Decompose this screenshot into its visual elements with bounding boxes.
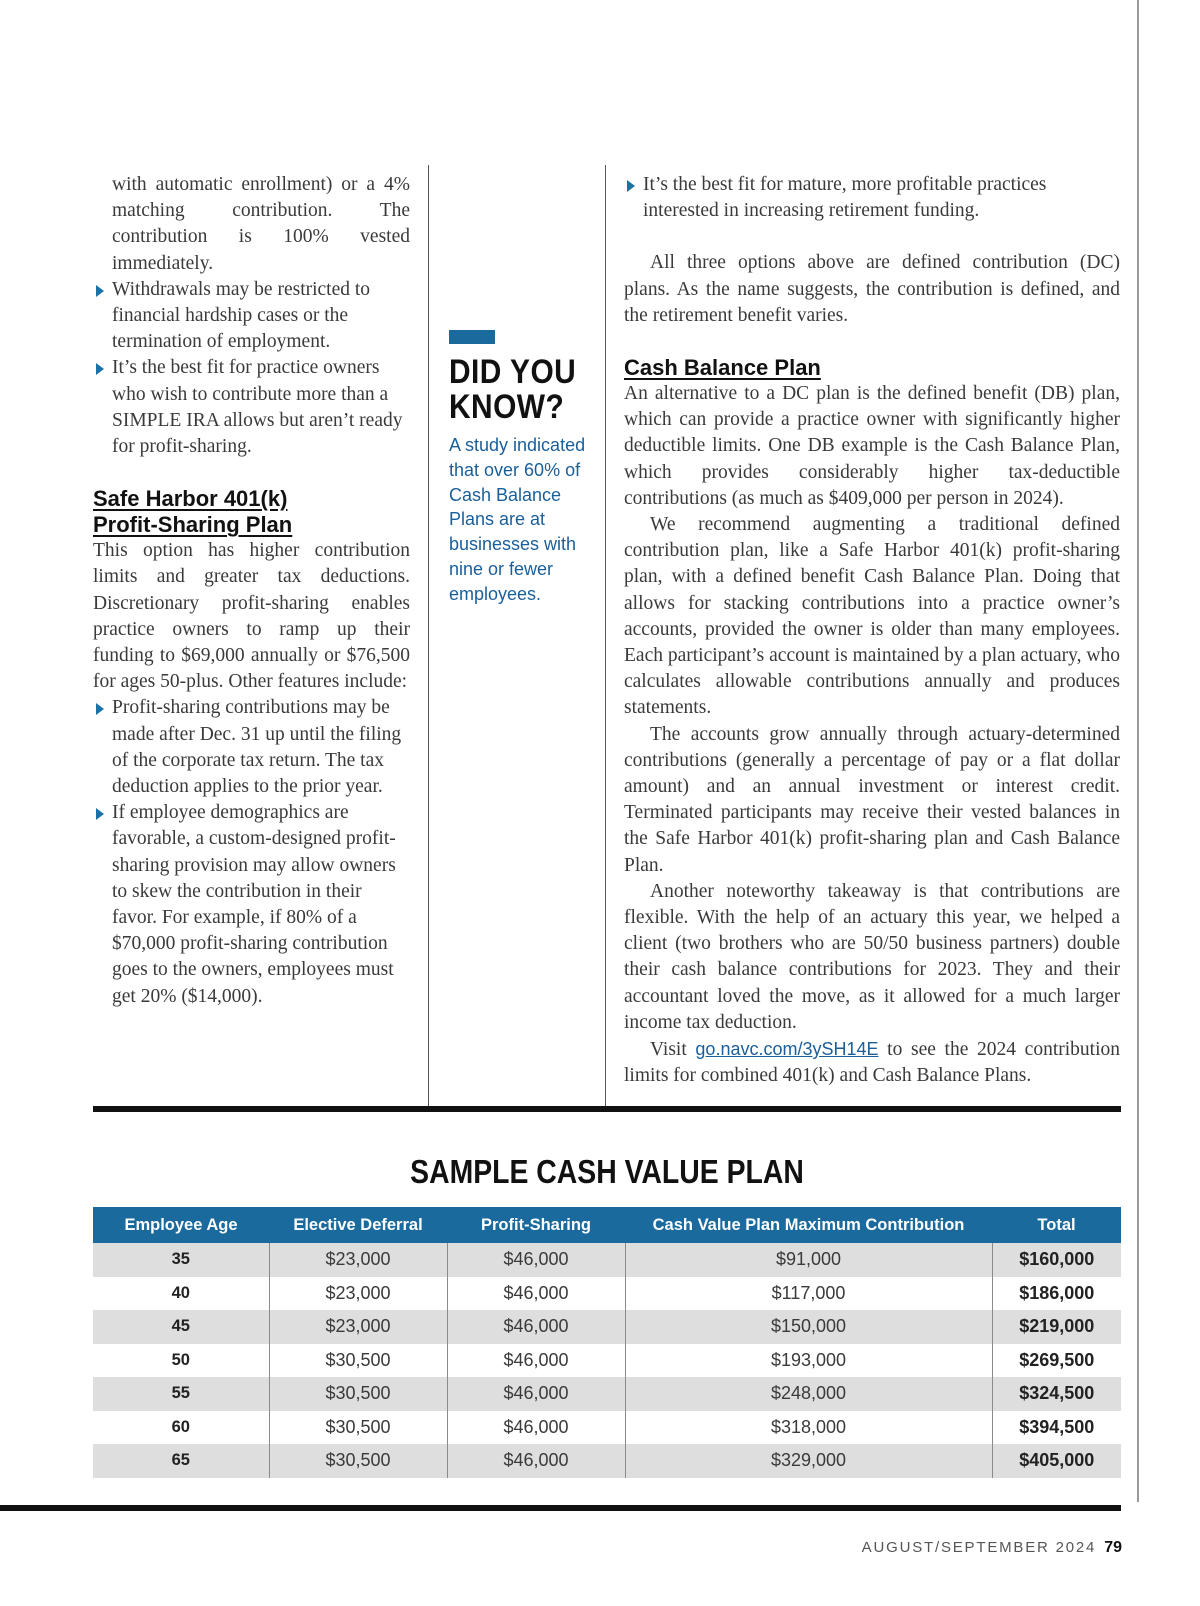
header-cash-value-max: Cash Value Plan Maximum Contribution — [625, 1207, 992, 1243]
dc-paragraph: All three options above are defined contribution (DC) plans. As the name suggests, the contribution is defined, and the retirement benefit varies. — [624, 252, 1120, 326]
cash-value-table — [93, 1207, 1121, 1478]
visit-text: Visit — [650, 1039, 696, 1061]
page-footer — [862, 1539, 1122, 1557]
table-top-rule — [93, 1106, 1121, 1112]
cash-value-cell: $318,000 — [625, 1411, 992, 1445]
issue-date: AUGUST/SEPTEMBER 2024 — [861, 1539, 1097, 1556]
deferral-cell: $23,000 — [269, 1310, 447, 1344]
table-bottom-rule — [0, 1505, 1121, 1511]
age-cell: 60 — [171, 1417, 190, 1436]
cash-value-cell: $117,000 — [625, 1277, 992, 1311]
table-row — [93, 1377, 1121, 1411]
profit-sharing-cell: $46,000 — [447, 1444, 625, 1478]
sidebar-title: DID YOU KNOW? — [449, 353, 577, 426]
profit-sharing-cell: $46,000 — [447, 1344, 625, 1378]
sidebar-text: A study indicated that over 60% of Cash Balance Plans are at businesses with nine or fewer employees. — [449, 435, 586, 604]
age-cell: 65 — [93, 1444, 269, 1478]
total-cell: $405,000 — [992, 1444, 1121, 1478]
cash-value-cell: $91,000 — [625, 1243, 992, 1277]
table-row — [93, 1310, 1121, 1344]
table-header-row — [93, 1207, 1121, 1243]
left-column — [93, 172, 410, 1010]
cash-balance-heading: Cash Balance Plan — [624, 355, 821, 381]
deferral-cell: $23,000 — [269, 1243, 447, 1277]
sidebar-accent-bar — [449, 330, 495, 344]
total-cell: $269,500 — [992, 1344, 1121, 1378]
deferral-cell: $23,000 — [269, 1277, 447, 1311]
safe-harbor-intro: This option has higher contribution limits and greater tax deductions. Discretionary profit-sharing enables practice owners to ramp up their funding to $69,000 annually or $76,500 for ages 50-plus. Other features include: — [93, 540, 410, 693]
safe-harbor-heading-line2: Profit-Sharing Plan — [93, 512, 293, 538]
bullet-best-fit-owners: It’s the best fit for practice owners who wish to contribute more than a SIMPLE IRA allows but aren’t ready for profit-sharing. — [93, 355, 410, 460]
total-cell: $160,000 — [992, 1243, 1121, 1277]
age-cell: 45 — [93, 1310, 269, 1344]
profit-sharing-cell: $46,000 — [447, 1411, 625, 1445]
table-row — [93, 1444, 1121, 1478]
cash-balance-p3: The accounts grow annually through actuary-determined contributions (generally a percentage of pay or a flat dollar amount) and an annual investment or interest credit. Terminated participants may receive their vested balances in the Safe Harbor 401(k) profit-sharing plan and Cash Balance Plan. — [624, 723, 1120, 876]
cash-value-cell: $248,000 — [625, 1377, 992, 1411]
table-row — [93, 1277, 1121, 1311]
profit-sharing-cell: $46,000 — [447, 1277, 625, 1311]
page-number: 79 — [1104, 1539, 1122, 1556]
age-cell: 50 — [171, 1350, 190, 1369]
cash-balance-p5 — [624, 1036, 1120, 1089]
column-divider-right — [605, 165, 606, 1110]
deferral-cell: $30,500 — [269, 1377, 447, 1411]
cash-balance-p2: We recommend augmenting a traditional defined contribution plan, like a Safe Harbor 401(k) profit-sharing plan, with a defined benefit Cash Balance Plan. Doing that allows for stacking contributions into a practice owner’s accounts, provided the owner is older than many employees. Each participant’s account is maintained by a plan actuary, who calculates allowable contributions annually and produces statements. — [624, 514, 1120, 719]
age-cell: 55 — [93, 1377, 269, 1411]
safe-harbor-heading-line1: Safe Harbor 401(k) — [93, 486, 288, 512]
cash-value-cell: $329,000 — [625, 1444, 992, 1478]
table-row — [93, 1411, 1121, 1445]
table-row — [93, 1243, 1121, 1277]
table-row — [93, 1344, 1121, 1378]
total-cell: $186,000 — [992, 1277, 1121, 1311]
deferral-cell: $30,500 — [269, 1411, 447, 1445]
limits-text: to see the 2024 contribution limits for combined 401(k) and Cash Balance Plans. — [624, 1039, 1120, 1087]
total-cell: $394,500 — [992, 1411, 1121, 1445]
navc-link[interactable]: go.navc.com/3ySH14E — [695, 1039, 879, 1060]
page-edge-rule — [1137, 0, 1139, 1502]
cash-value-cell: $193,000 — [625, 1344, 992, 1378]
header-elective-deferral: Elective Deferral — [269, 1207, 447, 1243]
total-cell: $324,500 — [992, 1377, 1121, 1411]
table-title: SAMPLE CASH VALUE PLAN — [410, 1153, 804, 1190]
bullet-mature-practices: It’s the best fit for mature, more profitable practices interested in increasing retirement funding. — [624, 172, 1120, 224]
bullet-withdrawals: Withdrawals may be restricted to financial hardship cases or the termination of employment. — [93, 277, 410, 356]
total-cell: $219,000 — [992, 1310, 1121, 1344]
deferral-cell: $30,500 — [269, 1344, 447, 1378]
age-cell: 40 — [171, 1283, 190, 1302]
cash-value-cell: $150,000 — [625, 1310, 992, 1344]
cash-balance-p1: An alternative to a DC plan is the defined benefit (DB) plan, which can provide a practice owner with significantly higher deductible limits. One DB example is the Cash Balance Plan, which provides considerably higher tax-deductible contributions (as much as $409,000 per person in 2024). — [624, 383, 1120, 509]
age-cell: 35 — [93, 1243, 269, 1277]
header-profit-sharing: Profit-Sharing — [447, 1207, 625, 1243]
profit-sharing-cell: $46,000 — [447, 1243, 625, 1277]
deferral-cell: $30,500 — [269, 1444, 447, 1478]
profit-sharing-cell: $46,000 — [447, 1377, 625, 1411]
header-employee-age: Employee Age — [93, 1207, 269, 1243]
bullet-employee-demographics: If employee demographics are favorable, a custom-designed profit-sharing provision may allow owners to skew the contribution in their favor. For example, if 80% of a $70,000 profit-sharing contribution goes to the owners, employees must get 20% ($14,000). — [93, 800, 410, 1010]
profit-sharing-cell: $46,000 — [447, 1310, 625, 1344]
header-total: Total — [992, 1207, 1121, 1243]
continued-text: with automatic enrollment) or a 4% matching contribution. The contribution is 100% vested immediately. — [112, 174, 410, 274]
right-column — [624, 172, 1120, 1090]
bullet-profit-sharing-timing: Profit-sharing contributions may be made after Dec. 31 up until the filing of the corporate tax return. The tax deduction applies to the prior year. — [93, 695, 410, 800]
column-divider-left — [428, 165, 429, 1110]
cash-balance-p4: Another noteworthy takeaway is that contributions are flexible. With the help of an actuary this year, we helped a client (two brothers who are 50/50 business partners) double their cash balance contributions for 2023. They and their accountant loved the move, as it allowed for a much larger income tax deduction. — [624, 880, 1120, 1033]
